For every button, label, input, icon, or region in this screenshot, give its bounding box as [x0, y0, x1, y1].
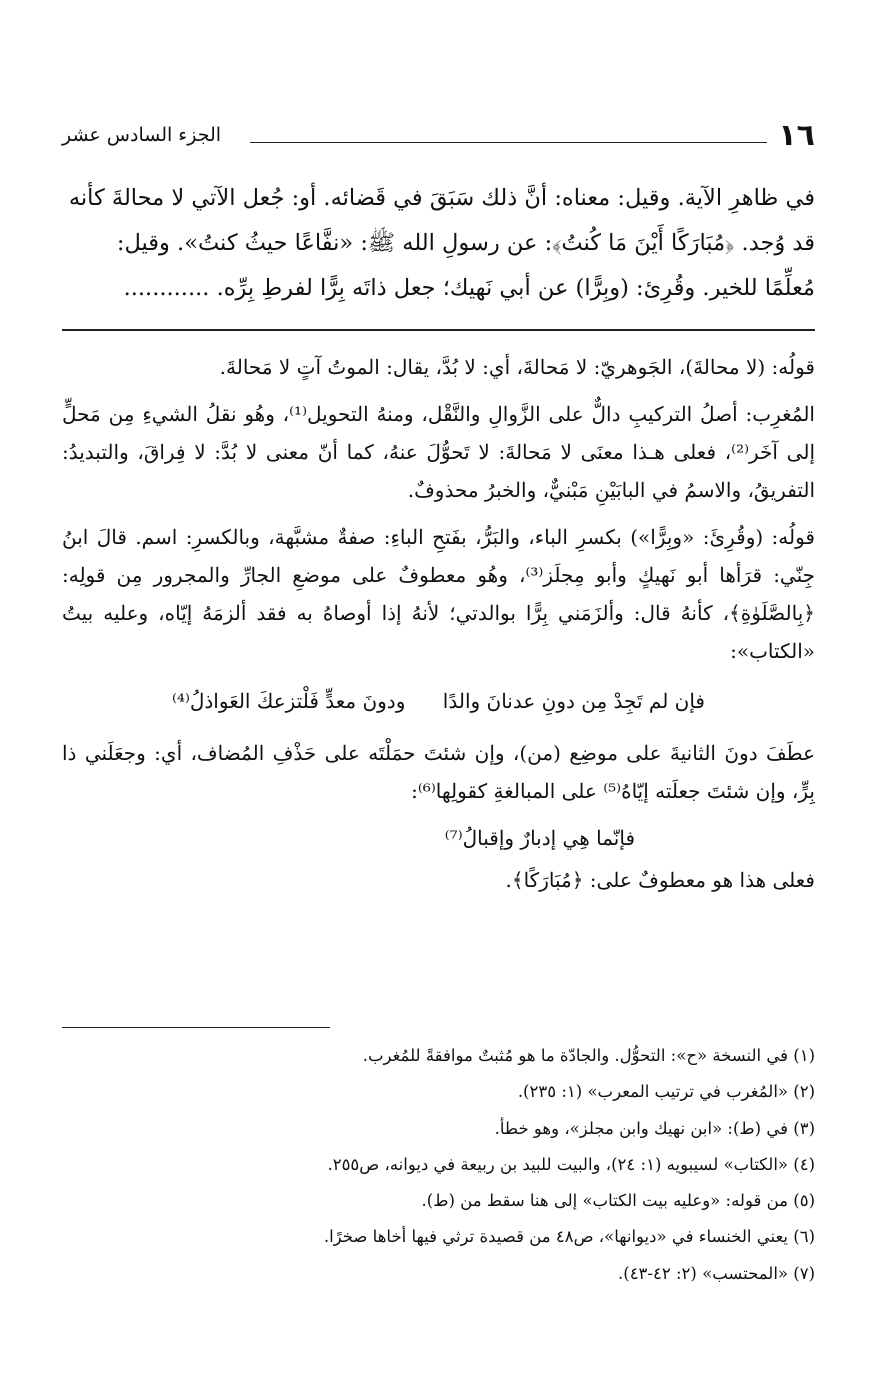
verse-hemistich-first: فإن لم تَجِدْ مِن دونِ عدنانَ والدًا — [442, 689, 705, 713]
header-rule — [250, 142, 767, 143]
verse-hemistich-second: ودونَ معدٍّ فَلْتزعكَ العَواذلُ⁽⁴⁾ — [172, 689, 406, 713]
footnote-rule — [62, 1027, 330, 1028]
main-line: قد وُجد. ﴿مُبَارَكًا أَيْنَ مَا كُنتُ﴾: عن رسولِ الله ﷺ: «نفَّاعًا حيثُ كنتُ». وقيل: — [116, 230, 815, 256]
commentary-separator — [62, 329, 815, 331]
page-number: ١٦ — [778, 118, 815, 153]
main-line: مُعلِّمًا للخير. وقُرِئ: (وبِرًّا) عن أبي نَهيك؛ جعل ذاتَه بِرًّا لفرطِ بِرِّه. ............ — [123, 275, 815, 301]
footnotes — [62, 1038, 815, 1292]
footnote: (٧) «المحتسب» (٢: ٤٢-٤٣). — [618, 1263, 815, 1283]
commentary-paragraph: قولُه: (وقُرِئَ: «وبِرًّا») بكسرِ الباء، والبَرُّ، بفَتحِ الباءِ: صفةٌ مشبَّهة، وبالكسرِ: اسم. قالَ ابنُ جِنّي: قرَأها أبو نَهيكٍ وأبو مِجلَز⁽³⁾، وهُو معطوفٌ على موضعِ الجارِّ والمجرور مِن قولِه: ﴿بِالصَّلَوٰةِ﴾، كأنهُ قال: وألزَمَني بِرًّا بوالدتي؛ لأنهُ إذا أوصاهُ به فقد ألزمَهُ إيّاه، وعليه بيتُ «الكتاب»: — [62, 525, 816, 663]
footnote: (١) في النسخة «ح»: التحوُّل. والجادّة ما هو مُثبتٌ موافقةً للمُغرب. — [362, 1046, 815, 1065]
commentary-paragraph: فعلى هذا هو معطوفٌ على: ﴿مُبَارَكًا﴾. — [505, 868, 815, 892]
footnote: (٥) من قوله: «وعليه بيت الكتاب» إلى هنا سقط من (ط). — [421, 1191, 815, 1211]
footnote: (٣) في (ط): «ابن نهيك وابن مجلز»، وهو خطأ. — [494, 1118, 815, 1138]
commentary-paragraph: قولُه: (لا محالةَ)، الجَوهريّ: لا مَحالةَ، أي: لا بُدَّ، يقال: الموتُ آتٍ لا مَحالةَ. — [219, 355, 815, 379]
footnote: (٢) «المُغرب في ترتيب المعرب» (١: ٢٣٥). — [517, 1082, 815, 1102]
commentary-paragraph: المُغرِب: أصلُ التركيبِ دالٌّ على الزَّوالِ والنَّقْل، ومنهُ التحويل⁽¹⁾، وهُو نقلُ الشيءِ مِن مَحلٍّ إلى آخَر⁽²⁾، فعلى هـذا معنَى لا مَحالةَ: لا تَحوُّلَ عنهُ، كما أنّ معنى لا بُدَّ: لا فِراقَ، والتبديدُ: التفريقُ، والاسمُ في البابَيْنِ مَبْنيٌّ، والخبرُ محذوفٌ. — [62, 402, 815, 502]
footnote: (٤) «الكتاب» لسيبويه (١: ٢٤)، والبيت للبيد بن ربيعة في ديوانه، ص٢٥٥. — [327, 1154, 815, 1174]
verse-line — [172, 682, 705, 720]
running-title: الجزء السادس عشر — [62, 124, 222, 146]
page-header — [62, 118, 815, 158]
commentary-text — [62, 348, 815, 908]
commentary-paragraph: عطَفَ دونَ الثانيةَ على موضِع (من)، وإن شئتَ حمَلْتَه على حَذْفِ المُضاف، أي: وجعَلَني ذا بِرٍّ، وإن شئتَ جعلَته إيّاهُ⁽⁵⁾ على المبالغةِ كقولِها⁽⁶⁾: — [62, 741, 815, 803]
main-line: في ظاهرِ الآية. وقيل: معناه: أنَّ ذلك سَبَقَ في قَضائه. أو: جُعل الآتي لا محالةَ كأنه — [68, 185, 815, 211]
footnote: (٦) يعني الخنساء في «ديوانها»، ص٤٨ من قصيدة ترثي فيها أخاها صخرًا. — [323, 1227, 815, 1247]
verse-single: فإنّما هِي إدبارٌ وإقبالُ⁽⁷⁾ — [444, 826, 635, 850]
main-text — [62, 176, 815, 311]
